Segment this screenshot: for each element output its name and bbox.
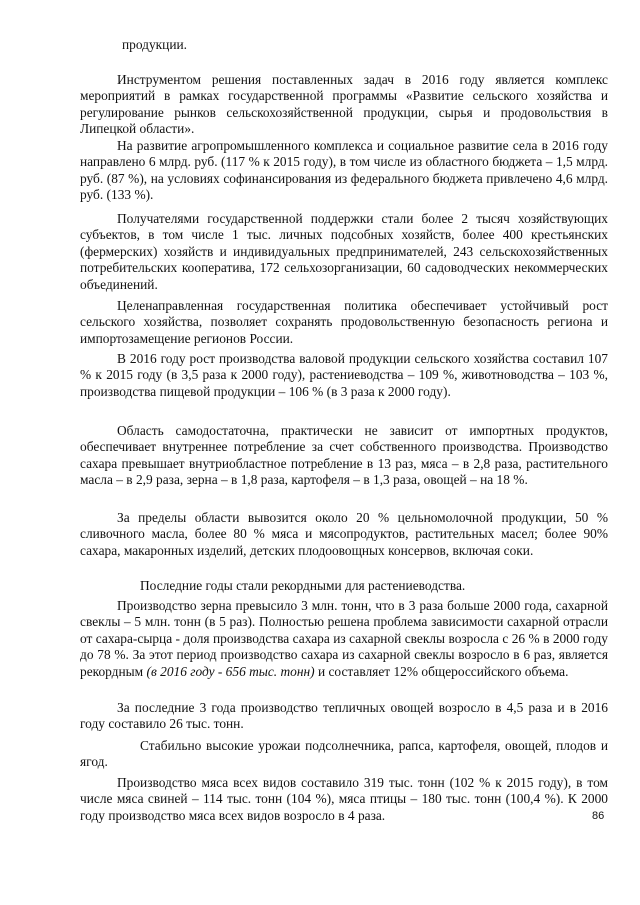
paragraph-12: Производство мяса всех видов составило 319 тыс. тонн (102 % к 2015 году), в том числе мяса свиней – 114 тыс. тонн (104 %), мяса птицы – 180 тыс. тонн (100,4 %). К 2000 году производство мяса всех видов возросло в 4 раза. xyxy=(80,775,608,823)
paragraph-8: Последние годы стали рекордными для растениеводства. xyxy=(140,578,466,593)
paragraph-5: В 2016 году рост производства валовой продукции сельского хозяйства составил 107 % к 2015 году (в 3,5 раза к 2000 году), растениеводства – 109 %, животноводства – 103 %, производства пищевой продукции – 106 % (в 3 раза к 2000 году). xyxy=(80,351,608,399)
paragraph-2: На развитие агропромышленного комплекса и социальное развитие села в 2016 году направлено 6 млрд. руб. (117 % к 2015 году), в том числе из областного бюджета – 1,5 млрд. руб. (87 %), на условиях софинансирования из федерального бюджета привлечено 4,6 млрд. руб. (133 %). xyxy=(80,138,608,203)
paragraph-3: Получателями государственной поддержки стали более 2 тысяч хозяйствующих субъектов, в том числе 1 тыс. личных подсобных хозяйств, более 400 крестьянских (фермерских) хозяйств и индивидуальных предпринимателей, 243 сельскохозяйственных потребительских кооператива, 172 сельхозорганизации, 60 садоводческих некоммерческих объединений. xyxy=(80,211,608,292)
paragraph-9 xyxy=(80,598,608,680)
paragraph-1: Инструментом решения поставленных задач в 2016 году является комплекс мероприятий в рамках государственной программы «Развитие сельского хозяйства и регулирование рынков сельскохозяйственной продукции, сырья и продовольствия в Липецкой области». xyxy=(80,72,608,137)
paragraph-11: Стабильно высокие урожаи подсолнечника, рапса, картофеля, овощей, плодов и ягод. xyxy=(80,738,608,770)
continued-line: продукции. xyxy=(122,37,188,52)
paragraph-9-tail: и составляет 12% общероссийского объема. xyxy=(317,663,569,679)
paragraph-6: Область самодостаточна, практически не зависит от импортных продуктов, обеспечивает внутреннее потребление за счет собственного производства. Производство сахара превышает внутриобластное потребление в 13 раз, мяса – в 2,8 раза, растительного масла – в 2,9 раза, зерна – в 1,8 раза, картофеля – в 1,3 раза, овощей – на 18 %. xyxy=(80,423,608,488)
paragraph-10: За последние 3 года производство тепличных овощей возросло в 4,5 раза и в 2016 году составило 26 тыс. тонн. xyxy=(80,700,608,732)
page-number: 86 xyxy=(592,810,605,822)
paragraph-9-text: Производство зерна превысило 3 млн. тонн, что в 3 раза больше 2000 года, сахарной свеклы – 5 млн. тонн (в 5 раз). Полностью решена проблема зависимости сахарной отрасли от сахара-сырца - доля производства сахара из сахарной свеклы возросла с 26 % в 2000 году до 78 %. За этот период производство сахара из сахарной свеклы возросло в 6 раз, является рекордным xyxy=(80,598,608,679)
paragraph-4: Целенаправленная государственная политика обеспечивает устойчивый рост сельского хозяйства, позволяет сохранять продовольственную безопасность региона и импортозамещение регионов России. xyxy=(80,298,608,346)
paragraph-9-italic: (в 2016 году - 656 тыс. тонн) xyxy=(146,663,315,679)
paragraph-7: За пределы области вывозится около 20 % цельномолочной продукции, 50 % сливочного масла, более 80 % мяса и мясопродуктов, растительных масел; более 90% сахара, макаронных изделий, детских плодоовощных консервов, включая соки. xyxy=(80,510,608,558)
